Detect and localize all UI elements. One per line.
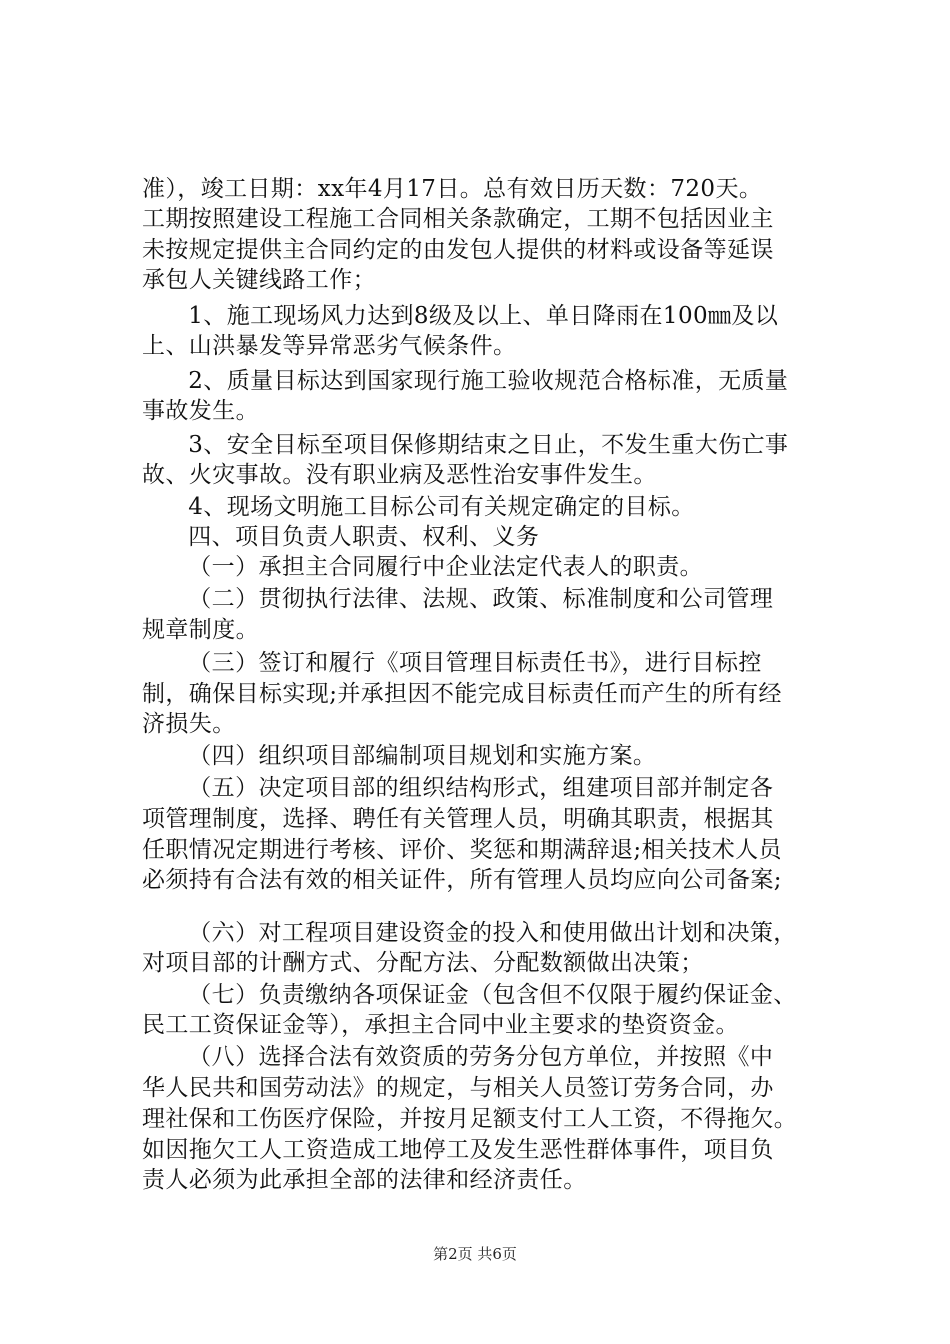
text-line: 故、火灾事故。没有职业病及恶性治安事件发生。	[142, 462, 657, 488]
text-line: 1、施工现场风力达到8级及以上、单日降雨在100㎜及以	[142, 303, 779, 329]
text-line: 工期按照建设工程施工合同相关条款确定，工期不包括因业主	[142, 206, 774, 232]
text-line: 4、现场文明施工目标公司有关规定确定的目标。	[142, 494, 695, 520]
text-line: 2、质量目标达到国家现行施工验收规范合格标准，无质量	[142, 368, 789, 394]
text-line: （二）贯彻执行法律、法规、政策、标准制度和公司管理	[142, 586, 774, 612]
text-line: 未按规定提供主合同约定的由发包人提供的材料或设备等延误	[142, 237, 774, 263]
text-line: 上、山洪暴发等异常恶劣气候条件。	[142, 333, 517, 359]
text-line: 如因拖欠工人工资造成工地停工及发生恶性群体事件，项目负	[142, 1137, 774, 1163]
text-line: （七）负责缴纳各项保证金（包含但不仅限于履约保证金、	[142, 982, 797, 1008]
text-line: （一）承担主合同履行中企业法定代表人的职责。	[142, 554, 704, 580]
text-line: 华人民共和国劳动法》的规定，与相关人员签订劳务合同，办	[142, 1075, 774, 1101]
text-line: 任职情况定期进行考核、评价、奖惩和期满辞退;相关技术人员	[142, 837, 782, 863]
text-line: 事故发生。	[142, 398, 259, 424]
text-line: （四）组织项目部编制项目规划和实施方案。	[142, 743, 657, 769]
text-line: 准），竣工日期：xx年4月17日。总有效日历天数：720天。	[142, 176, 763, 202]
section-heading: 四、项目负责人职责、权利、义务	[142, 524, 540, 550]
text-line: 民工工资保证金等），承担主合同中业主要求的垫资资金。	[142, 1012, 739, 1038]
text-line: 责人必须为此承担全部的法律和经济责任。	[142, 1167, 587, 1193]
text-line: 规章制度。	[142, 617, 259, 643]
text-line: （六）对工程项目建设资金的投入和使用做出计划和决策，	[142, 920, 797, 946]
text-line: 必须持有合法有效的相关证件，所有管理人员均应向公司备案;	[142, 867, 782, 893]
text-line: 济损失。	[142, 711, 236, 737]
text-line: （八）选择合法有效资质的劳务分包方单位，并按照《中	[142, 1044, 774, 1070]
text-line: 承包人关键线路工作；	[142, 267, 376, 293]
text-line: 项管理制度，选择、聘任有关管理人员，明确其职责，根据其	[142, 806, 774, 832]
text-line: 对项目部的计酬方式、分配方法、分配数额做出决策；	[142, 950, 704, 976]
text-line: 制，确保目标实现;并承担因不能完成目标责任而产生的所有经	[142, 681, 782, 707]
text-line: 理社保和工伤医疗保险，并按月足额支付工人工资，不得拖欠。	[142, 1106, 798, 1132]
text-line: （五）决定项目部的组织结构形式，组建项目部并制定各	[142, 775, 774, 801]
text-line: （三）签订和履行《项目管理目标责任书》，进行目标控	[142, 650, 762, 676]
text-line: 3、安全目标至项目保修期结束之日止，不发生重大伤亡事	[142, 432, 789, 458]
page-number-footer: 第2页 共6页	[433, 1245, 517, 1263]
